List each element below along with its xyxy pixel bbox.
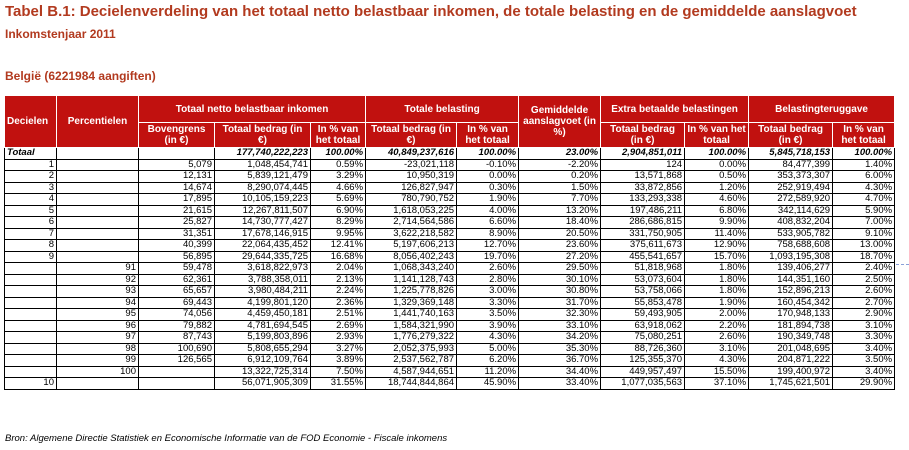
cell-terug-pct: 2.40% [833,263,895,275]
cell-bel-bedrag: 1,141,128,743 [366,274,457,286]
cell-aanslag: 30.10% [519,274,601,286]
cell-ink-pct: 2.13% [311,274,366,286]
cell-bovengrens: 100,690 [139,343,215,355]
cell-bel-pct: 0.00% [457,171,519,183]
cell-bel-bedrag: 126,827,947 [366,182,457,194]
cell-extra-bedrag: 55,853,478 [601,297,685,309]
cell-aanslag: 27.20% [519,251,601,263]
cell-bel-bedrag: 1,225,778,826 [366,286,457,298]
cell-bel-bedrag: 1,441,740,163 [366,309,457,321]
cell-percentiel: 92 [57,274,139,286]
cell-bel-pct: 3.90% [457,320,519,332]
cell-extra-pct: 2.60% [685,332,749,344]
cell-extra-bedrag: 1,077,035,563 [601,378,685,390]
cell-deciel [5,297,57,309]
cell-ink-bedrag: 22,064,435,452 [215,240,311,252]
cell-bel-bedrag: 40,849,237,616 [366,148,457,160]
cell-deciel: 7 [5,228,57,240]
header-ink-bedrag: Totaal bedrag (in €) [215,123,311,148]
cell-ink-bedrag: 17,678,146,915 [215,228,311,240]
table-row [5,194,895,206]
cell-ink-bedrag: 5,839,121,479 [215,171,311,183]
cell-aanslag: 34.20% [519,332,601,344]
cell-ink-pct: 7.50% [311,366,366,378]
cell-ink-pct: 2.51% [311,309,366,321]
cell-terug-pct: 4.70% [833,194,895,206]
cell-aanslag: 23.60% [519,240,601,252]
cell-terug-bedrag: 533,905,782 [749,228,833,240]
cell-terug-pct: 9.10% [833,228,895,240]
cell-bel-pct: 45.90% [457,378,519,390]
cell-bovengrens: 56,895 [139,251,215,263]
cell-deciel: 2 [5,171,57,183]
cell-deciel: 9 [5,251,57,263]
cell-ink-bedrag: 3,980,484,211 [215,286,311,298]
cell-percentiel: 96 [57,320,139,332]
cell-terug-bedrag: 5,845,718,153 [749,148,833,160]
cell-bovengrens: 87,743 [139,332,215,344]
cell-ink-bedrag: 4,781,694,545 [215,320,311,332]
table-row [5,251,895,263]
cell-bel-bedrag: 2,714,564,586 [366,217,457,229]
cell-terug-bedrag: 758,688,608 [749,240,833,252]
cell-extra-pct: 4.60% [685,194,749,206]
cell-extra-pct: 12.90% [685,240,749,252]
cell-deciel [5,309,57,321]
cell-bovengrens: 12,131 [139,171,215,183]
table-row [5,182,895,194]
cell-bovengrens [139,378,215,390]
cell-aanslag: 20.50% [519,228,601,240]
cell-deciel: 6 [5,217,57,229]
header-bel-pct: In % van het totaal [457,123,519,148]
table-row [5,378,895,390]
cell-percentiel [57,194,139,206]
table-row [5,263,895,275]
table-row [5,286,895,298]
cell-bel-pct: 2.60% [457,263,519,275]
cell-extra-pct: 0.00% [685,159,749,171]
cell-aanslag: 33.10% [519,320,601,332]
cell-aanslag: 30.80% [519,286,601,298]
cell-bovengrens [139,148,215,160]
cell-bovengrens: 40,399 [139,240,215,252]
cell-ink-bedrag: 4,199,801,120 [215,297,311,309]
cell-aanslag: 33.40% [519,378,601,390]
cell-extra-bedrag: 88,726,360 [601,343,685,355]
cell-bovengrens: 25,827 [139,217,215,229]
cell-bovengrens: 74,056 [139,309,215,321]
table-row [5,228,895,240]
cell-bel-pct: 1.90% [457,194,519,206]
cell-bel-pct: -0.10% [457,159,519,171]
cell-ink-bedrag: 12,267,811,507 [215,205,311,217]
cell-bel-pct: 12.70% [457,240,519,252]
cell-bel-bedrag: 1,776,279,322 [366,332,457,344]
cell-ink-pct: 2.69% [311,320,366,332]
cell-extra-bedrag: 63,918,062 [601,320,685,332]
cell-aanslag: 18.40% [519,217,601,229]
cell-extra-pct: 6.80% [685,205,749,217]
table-row [5,297,895,309]
cell-terug-bedrag: 342,114,629 [749,205,833,217]
cell-bel-pct: 11.20% [457,366,519,378]
cell-bel-bedrag: 8,056,402,243 [366,251,457,263]
cell-extra-bedrag: 375,611,673 [601,240,685,252]
cell-deciel: Totaal [5,148,57,160]
cell-ink-pct: 5.69% [311,194,366,206]
cell-aanslag: 32.30% [519,309,601,321]
cell-deciel: 4 [5,194,57,206]
cell-bel-pct: 5.00% [457,343,519,355]
cell-deciel: 1 [5,159,57,171]
cell-bel-bedrag: 5,197,606,213 [366,240,457,252]
cell-extra-bedrag: 449,957,497 [601,366,685,378]
cell-bel-pct: 0.30% [457,182,519,194]
cell-bovengrens: 65,657 [139,286,215,298]
cell-terug-bedrag: 199,400,972 [749,366,833,378]
cell-terug-bedrag: 144,351,160 [749,274,833,286]
cell-ink-bedrag: 1,048,454,741 [215,159,311,171]
cell-extra-pct: 2.00% [685,309,749,321]
cell-terug-bedrag: 204,871,222 [749,355,833,367]
cell-percentiel: 94 [57,297,139,309]
cell-aanslag: 1.50% [519,182,601,194]
cell-ink-pct: 16.68% [311,251,366,263]
cell-terug-pct: 2.50% [833,274,895,286]
cell-bovengrens: 17,895 [139,194,215,206]
cell-extra-pct: 1.20% [685,182,749,194]
cell-bel-bedrag: 1,068,343,240 [366,263,457,275]
cell-terug-pct: 2.90% [833,309,895,321]
cell-ink-bedrag: 5,199,803,896 [215,332,311,344]
cell-ink-pct: 3.89% [311,355,366,367]
cell-deciel [5,332,57,344]
cell-ink-pct: 8.29% [311,217,366,229]
cell-extra-pct: 11.40% [685,228,749,240]
header-group-inkomen: Totaal netto belastbaar inkomen [139,96,366,123]
cell-percentiel [57,228,139,240]
cell-percentiel: 98 [57,343,139,355]
cell-terug-bedrag: 190,349,748 [749,332,833,344]
cell-extra-bedrag: 125,355,370 [601,355,685,367]
cell-percentiel [57,217,139,229]
cell-percentiel [57,205,139,217]
cell-extra-pct: 0.50% [685,171,749,183]
cell-extra-pct: 37.10% [685,378,749,390]
cell-terug-pct: 6.00% [833,171,895,183]
cell-bovengrens: 62,361 [139,274,215,286]
cell-deciel [5,343,57,355]
cell-terug-pct: 3.50% [833,355,895,367]
cell-percentiel [57,240,139,252]
cell-deciel [5,286,57,298]
cell-deciel: 10 [5,378,57,390]
cell-bel-bedrag: 18,744,844,864 [366,378,457,390]
table-subtitle: Inkomstenjaar 2011 [5,27,116,41]
dashed-mark [896,264,909,265]
cell-ink-bedrag: 5,808,655,294 [215,343,311,355]
cell-aanslag: 13.20% [519,205,601,217]
cell-bovengrens [139,366,215,378]
cell-bel-bedrag: 1,329,369,148 [366,297,457,309]
cell-extra-bedrag: 75,080,251 [601,332,685,344]
table-row [5,332,895,344]
cell-ink-bedrag: 3,618,822,973 [215,263,311,275]
cell-extra-bedrag: 286,686,815 [601,217,685,229]
cell-bovengrens: 5,079 [139,159,215,171]
cell-terug-pct: 4.30% [833,182,895,194]
cell-ink-pct: 100.00% [311,148,366,160]
cell-percentiel [57,378,139,390]
header-bovengrens: Bovengrens (in €) [139,123,215,148]
table-title: Tabel B.1: Decielenverdeling van het totaal netto belastbaar inkomen, de totale belasting en de gemiddelde aanslagvoet [5,3,857,20]
cell-deciel [5,320,57,332]
cell-aanslag: 31.70% [519,297,601,309]
cell-bovengrens: 69,443 [139,297,215,309]
cell-extra-pct: 9.90% [685,217,749,229]
cell-percentiel: 100 [57,366,139,378]
cell-ink-bedrag: 4,459,450,181 [215,309,311,321]
cell-bel-pct: 2.80% [457,274,519,286]
table-row-totaal [5,148,895,160]
region-label: België (6221984 aangiften) [5,69,156,83]
cell-percentiel: 97 [57,332,139,344]
cell-ink-bedrag: 29,644,335,725 [215,251,311,263]
table-row [5,171,895,183]
cell-extra-pct: 3.10% [685,343,749,355]
table-row [5,366,895,378]
cell-terug-pct: 3.40% [833,343,895,355]
cell-bel-pct: 3.50% [457,309,519,321]
cell-deciel [5,263,57,275]
cell-extra-pct: 2.20% [685,320,749,332]
header-group-extra: Extra betaalde belastingen [601,96,749,123]
cell-extra-pct: 1.90% [685,297,749,309]
cell-aanslag: 0.20% [519,171,601,183]
cell-extra-bedrag: 197,486,211 [601,205,685,217]
cell-bel-bedrag: 780,790,752 [366,194,457,206]
cell-extra-bedrag: 2,904,851,011 [601,148,685,160]
cell-ink-bedrag: 14,730,777,427 [215,217,311,229]
cell-terug-bedrag: 84,477,399 [749,159,833,171]
cell-ink-pct: 2.93% [311,332,366,344]
cell-extra-bedrag: 455,541,657 [601,251,685,263]
cell-ink-bedrag: 13,322,725,314 [215,366,311,378]
cell-bel-pct: 6.60% [457,217,519,229]
cell-terug-pct: 18.70% [833,251,895,263]
cell-terug-pct: 29.90% [833,378,895,390]
cell-aanslag: 35.30% [519,343,601,355]
header-bel-bedrag: Totaal bedrag (in €) [366,123,457,148]
cell-terug-bedrag: 1,093,195,308 [749,251,833,263]
cell-extra-bedrag: 13,571,868 [601,171,685,183]
cell-extra-pct: 15.70% [685,251,749,263]
cell-aanslag: 29.50% [519,263,601,275]
cell-bel-bedrag: 10,950,319 [366,171,457,183]
cell-extra-pct: 1.80% [685,274,749,286]
table-row [5,355,895,367]
cell-extra-pct: 100.00% [685,148,749,160]
cell-deciel [5,274,57,286]
cell-percentiel [57,148,139,160]
cell-deciel [5,366,57,378]
cell-terug-pct: 3.30% [833,332,895,344]
cell-extra-bedrag: 53,758,066 [601,286,685,298]
cell-ink-pct: 4.66% [311,182,366,194]
cell-ink-pct: 31.55% [311,378,366,390]
cell-terug-bedrag: 272,589,920 [749,194,833,206]
cell-extra-bedrag: 133,293,338 [601,194,685,206]
header-ink-pct: In % van het totaal [311,123,366,148]
cell-aanslag: 36.70% [519,355,601,367]
cell-bel-pct: 4.30% [457,332,519,344]
cell-ink-pct: 3.29% [311,171,366,183]
cell-terug-pct: 3.40% [833,366,895,378]
cell-ink-pct: 2.36% [311,297,366,309]
cell-ink-bedrag: 56,071,905,309 [215,378,311,390]
cell-ink-bedrag: 8,290,074,445 [215,182,311,194]
cell-extra-bedrag: 51,818,968 [601,263,685,275]
cell-extra-bedrag: 53,073,604 [601,274,685,286]
header-extra-pct: In % van het totaal [685,123,749,148]
cell-extra-pct: 1.80% [685,263,749,275]
cell-percentiel: 91 [57,263,139,275]
cell-percentiel: 95 [57,309,139,321]
cell-extra-pct: 1.80% [685,286,749,298]
cell-deciel: 5 [5,205,57,217]
table-row [5,274,895,286]
table-body [5,148,895,390]
cell-bel-pct: 4.00% [457,205,519,217]
cell-aanslag: 7.70% [519,194,601,206]
cell-ink-bedrag: 10,105,159,223 [215,194,311,206]
cell-terug-bedrag: 252,919,494 [749,182,833,194]
header-group-belasting: Totale belasting [366,96,519,123]
header-terug-pct: In % van het totaal [833,123,895,148]
cell-aanslag: -2.20% [519,159,601,171]
cell-bel-bedrag: 1,618,053,225 [366,205,457,217]
cell-extra-bedrag: 124 [601,159,685,171]
cell-bovengrens: 14,674 [139,182,215,194]
cell-bel-bedrag: 3,622,218,582 [366,228,457,240]
cell-terug-pct: 13.00% [833,240,895,252]
cell-terug-pct: 100.00% [833,148,895,160]
cell-aanslag: 34.40% [519,366,601,378]
cell-ink-bedrag: 3,788,358,011 [215,274,311,286]
table-row [5,159,895,171]
cell-ink-pct: 0.59% [311,159,366,171]
cell-percentiel: 99 [57,355,139,367]
cell-ink-pct: 2.04% [311,263,366,275]
cell-bovengrens: 126,565 [139,355,215,367]
cell-bel-pct: 6.20% [457,355,519,367]
cell-bel-bedrag: 2,052,375,993 [366,343,457,355]
cell-terug-pct: 7.00% [833,217,895,229]
cell-extra-bedrag: 59,493,905 [601,309,685,321]
cell-bovengrens: 21,615 [139,205,215,217]
table-row [5,217,895,229]
cell-terug-bedrag: 181,894,738 [749,320,833,332]
source-note: Bron: Algemene Directie Statistiek en Economische Informatie van de FOD Economie - Fiscale inkomens [5,433,448,444]
cell-extra-pct: 4.30% [685,355,749,367]
cell-bovengrens: 59,478 [139,263,215,275]
cell-terug-bedrag: 139,406,277 [749,263,833,275]
table-row [5,320,895,332]
header-terug-bedrag: Totaal bedrag (in €) [749,123,833,148]
table-row [5,205,895,217]
header-extra-bedrag: Totaal bedrag (in €) [601,123,685,148]
cell-ink-bedrag: 6,912,109,764 [215,355,311,367]
header-gemiddelde-aanslagvoet: Gemiddelde aanslagvoet (in %) [519,96,601,148]
cell-bel-pct: 19.70% [457,251,519,263]
cell-percentiel: 93 [57,286,139,298]
cell-terug-bedrag: 152,896,213 [749,286,833,298]
header-percentielen: Percentielen [57,96,139,148]
cell-terug-pct: 1.40% [833,159,895,171]
cell-ink-pct: 9.95% [311,228,366,240]
cell-terug-pct: 2.70% [833,297,895,309]
cell-extra-bedrag: 33,872,856 [601,182,685,194]
cell-terug-bedrag: 160,454,342 [749,297,833,309]
header-decielen: Decielen [5,96,57,148]
cell-extra-pct: 15.50% [685,366,749,378]
cell-bel-bedrag: 2,537,562,787 [366,355,457,367]
table-row [5,343,895,355]
cell-bel-bedrag: 4,587,944,651 [366,366,457,378]
cell-percentiel [57,251,139,263]
cell-terug-bedrag: 353,373,307 [749,171,833,183]
cell-deciel: 8 [5,240,57,252]
cell-bovengrens: 79,882 [139,320,215,332]
data-table [4,95,895,390]
cell-bel-pct: 100.00% [457,148,519,160]
cell-extra-bedrag: 331,750,905 [601,228,685,240]
cell-percentiel [57,159,139,171]
cell-ink-bedrag: 177,740,222,223 [215,148,311,160]
cell-percentiel [57,182,139,194]
cell-deciel [5,355,57,367]
table-row [5,240,895,252]
cell-terug-bedrag: 201,048,695 [749,343,833,355]
cell-ink-pct: 12.41% [311,240,366,252]
cell-terug-bedrag: 170,948,133 [749,309,833,321]
cell-bel-pct: 3.00% [457,286,519,298]
header-group-teruggave: Belastingteruggave [749,96,895,123]
cell-ink-pct: 3.27% [311,343,366,355]
cell-terug-pct: 5.90% [833,205,895,217]
cell-bel-bedrag: -23,021,118 [366,159,457,171]
cell-bel-pct: 8.90% [457,228,519,240]
cell-ink-pct: 6.90% [311,205,366,217]
cell-percentiel [57,171,139,183]
cell-aanslag: 23.00% [519,148,601,160]
cell-bovengrens: 31,351 [139,228,215,240]
cell-terug-bedrag: 1,745,621,501 [749,378,833,390]
table-row [5,309,895,321]
cell-terug-pct: 2.60% [833,286,895,298]
cell-terug-pct: 3.10% [833,320,895,332]
cell-terug-bedrag: 408,832,204 [749,217,833,229]
cell-bel-bedrag: 1,584,321,990 [366,320,457,332]
cell-ink-pct: 2.24% [311,286,366,298]
cell-deciel: 3 [5,182,57,194]
cell-bel-pct: 3.30% [457,297,519,309]
